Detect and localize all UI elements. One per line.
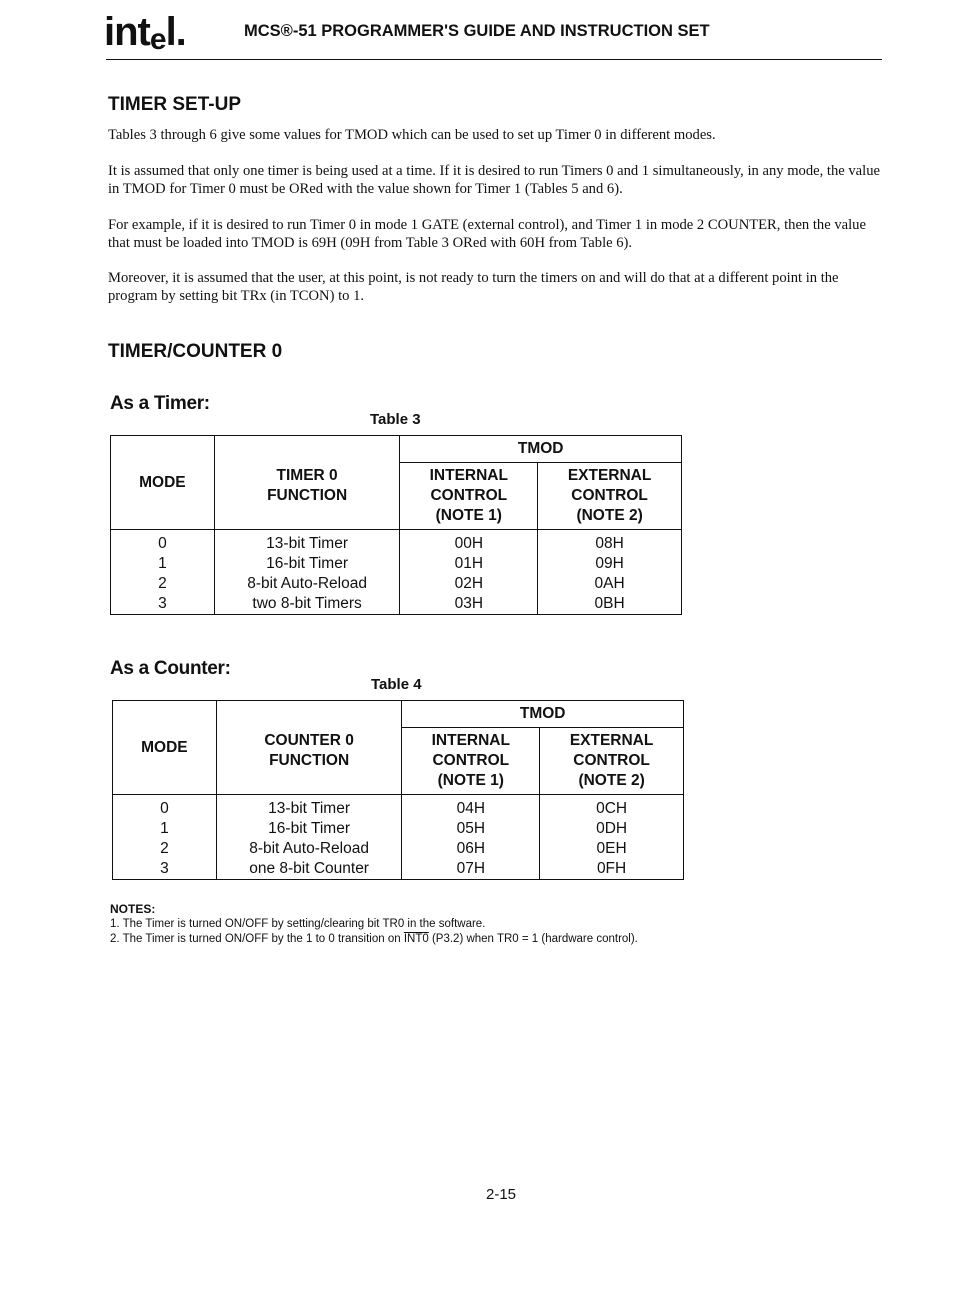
mode-cell: 0: [111, 530, 215, 555]
function-cell: 13-bit Timer: [216, 795, 402, 820]
table-row: [113, 859, 684, 880]
table-row: [111, 594, 682, 615]
table3: [110, 435, 682, 615]
table-row: [113, 839, 684, 859]
table-row: [111, 574, 682, 594]
table4-header-function: COUNTER 0 FUNCTION: [216, 701, 402, 795]
internal-cell: 04H: [402, 795, 540, 820]
external-cell: 0EH: [540, 839, 684, 859]
notes-block: [110, 902, 686, 947]
external-cell: 0FH: [540, 859, 684, 880]
internal-cell: 03H: [400, 594, 538, 615]
internal-cell: 00H: [400, 530, 538, 555]
note-2: 2. The Timer is turned ON/OFF by the 1 to 0 transition on INT0 (P3.2) when TR0 = 1 (hardware control).: [110, 933, 638, 945]
logo-text-main: int: [104, 10, 150, 54]
table-row: [111, 530, 682, 555]
timer-counter-heading: TIMER/COUNTER 0: [108, 341, 283, 362]
notes-heading: NOTES:: [110, 902, 156, 916]
external-cell: 09H: [538, 554, 682, 574]
mode-cell: 2: [113, 839, 217, 859]
table3-caption: Table 3: [370, 411, 421, 428]
function-cell: 8-bit Auto-Reload: [216, 839, 402, 859]
table3-header-internal: INTERNAL CONTROL (NOTE 1): [400, 463, 538, 530]
document-title: MCS®-51 PROGRAMMER'S GUIDE AND INSTRUCTION SET: [244, 22, 710, 40]
internal-cell: 07H: [402, 859, 540, 880]
internal-cell: 02H: [400, 574, 538, 594]
header-rule: [106, 59, 882, 60]
table-row: [113, 819, 684, 839]
function-cell: 16-bit Timer: [216, 819, 402, 839]
paragraph-3: For example, if it is desired to run Timer 0 in mode 1 GATE (external control), and Timer 1 in mode 2 COUNTER, then the value that must be loaded into TMOD is 69H (09H from Table 3 ORed with 60H from Table 6).: [108, 217, 866, 251]
table4-header-internal: INTERNAL CONTROL (NOTE 1): [402, 728, 540, 795]
table3-header-tmod: TMOD: [400, 436, 682, 463]
table-row: [113, 795, 684, 820]
table3-header-external: EXTERNAL CONTROL (NOTE 2): [538, 463, 682, 530]
note-1: 1. The Timer is turned ON/OFF by setting/clearing bit TR0 in the software.: [110, 918, 486, 930]
paragraph-4: Moreover, it is assumed that the user, at this point, is not ready to turn the timers on and will do that at a different point in the program by setting bit TRx (in TCON) to 1.: [108, 270, 839, 304]
int0-signal: INT0: [403, 933, 429, 945]
intel-logo: [104, 10, 186, 58]
function-cell: two 8-bit Timers: [214, 594, 400, 615]
internal-cell: 05H: [402, 819, 540, 839]
table4-header-mode: MODE: [113, 701, 217, 795]
table4-header-external: EXTERNAL CONTROL (NOTE 2): [540, 728, 684, 795]
timer-setup-heading: TIMER SET-UP: [108, 94, 242, 115]
internal-cell: 06H: [402, 839, 540, 859]
as-counter-subheading: As a Counter:: [110, 658, 231, 679]
external-cell: 0DH: [540, 819, 684, 839]
paragraph-2: It is assumed that only one timer is being used at a time. If it is desired to run Timers 0 and 1 simultaneously, in any mode, the value in TMOD for Timer 0 must be ORed with the value shown for Timer 1 (Tables 5 and 6).: [108, 163, 880, 197]
external-cell: 0CH: [540, 795, 684, 820]
mode-cell: 0: [113, 795, 217, 820]
function-cell: one 8-bit Counter: [216, 859, 402, 880]
table3-header-mode: MODE: [111, 436, 215, 530]
page-number: 2-15: [486, 1186, 517, 1203]
function-cell: 8-bit Auto-Reload: [214, 574, 400, 594]
as-timer-subheading: As a Timer:: [110, 393, 210, 414]
internal-cell: 01H: [400, 554, 538, 574]
logo-text-tail: l.: [165, 10, 186, 54]
mode-cell: 1: [113, 819, 217, 839]
mode-cell: 1: [111, 554, 215, 574]
external-cell: 08H: [538, 530, 682, 555]
table4-header-tmod: TMOD: [402, 701, 684, 728]
external-cell: 0BH: [538, 594, 682, 615]
external-cell: 0AH: [538, 574, 682, 594]
table4: [112, 700, 684, 880]
function-cell: 16-bit Timer: [214, 554, 400, 574]
mode-cell: 3: [113, 859, 217, 880]
logo-text-e: e: [149, 23, 166, 56]
table4-caption: Table 4: [371, 676, 422, 693]
table-row: [111, 554, 682, 574]
mode-cell: 3: [111, 594, 215, 615]
function-cell: 13-bit Timer: [214, 530, 400, 555]
mode-cell: 2: [111, 574, 215, 594]
paragraph-1: Tables 3 through 6 give some values for TMOD which can be used to set up Timer 0 in different modes.: [108, 127, 716, 143]
table3-header-function: TIMER 0 FUNCTION: [214, 436, 400, 530]
